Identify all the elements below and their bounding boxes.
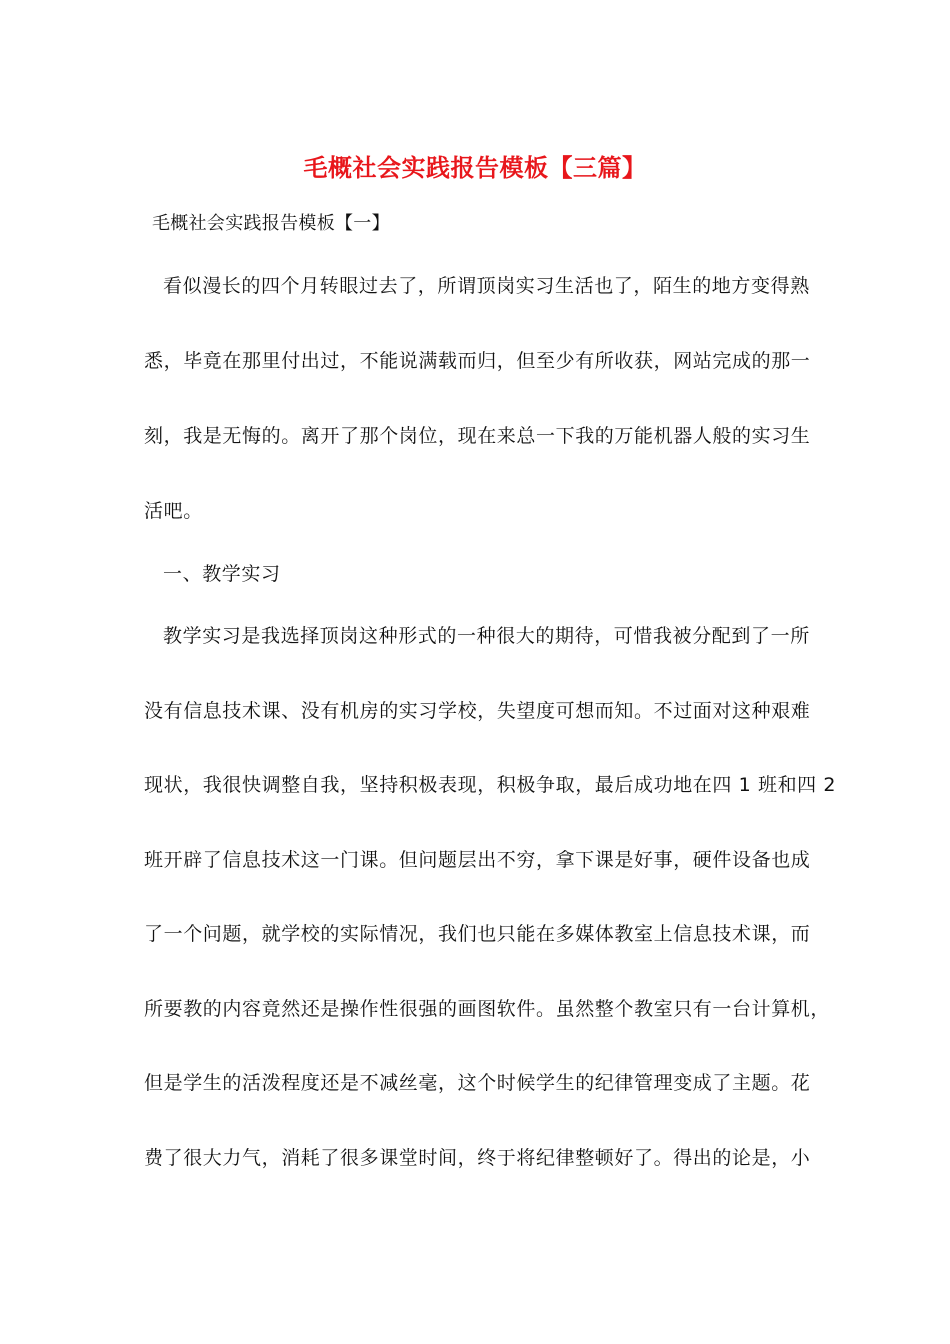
paragraph-line: 现状，我很快调整自我，坚持积极表现，积极争取，最后成功地在四 1 班和四 2 (144, 774, 837, 796)
paragraph-line: 教学实习是我选择顶岗这种形式的一种很大的期待，可惜我被分配到了一所 (163, 625, 810, 647)
paragraph-line: 了一个问题，就学校的实际情况，我们也只能在多媒体教室上信息技术课，而 (144, 923, 811, 945)
paragraph-line: 所要教的内容竟然还是操作性很强的画图软件。虽然整个教室只有一台计算机， (144, 998, 831, 1020)
section-heading: 一、教学实习 (163, 563, 281, 585)
paragraph-line: 悉，毕竟在那里付出过，不能说满载而归，但至少有所收获，网站完成的那一 (144, 350, 811, 372)
document-title: 毛概社会实践报告模板【三篇】 (303, 153, 647, 182)
paragraph-line: 看似漫长的四个月转眼过去了，所谓顶岗实习生活也了，陌生的地方变得熟 (163, 275, 810, 297)
section-subtitle: 毛概社会实践报告模板【一】 (152, 213, 390, 234)
paragraph-line: 但是学生的活泼程度还是不减丝毫，这个时候学生的纪律管理变成了主题。花 (144, 1072, 811, 1094)
paragraph-line: 班开辟了信息技术这一门课。但问题层出不穷，拿下课是好事，硬件设备也成 (144, 849, 811, 871)
paragraph-line: 费了很大力气，消耗了很多课堂时间，终于将纪律整顿好了。得出的论是，小 (144, 1147, 811, 1169)
paragraph-line: 刻，我是无悔的。离开了那个岗位，现在来总一下我的万能机器人般的实习生 (144, 425, 811, 447)
paragraph-line: 活吧。 (144, 500, 203, 522)
paragraph-line: 没有信息技术课、没有机房的实习学校，失望度可想而知。不过面对这种艰难 (144, 700, 811, 722)
